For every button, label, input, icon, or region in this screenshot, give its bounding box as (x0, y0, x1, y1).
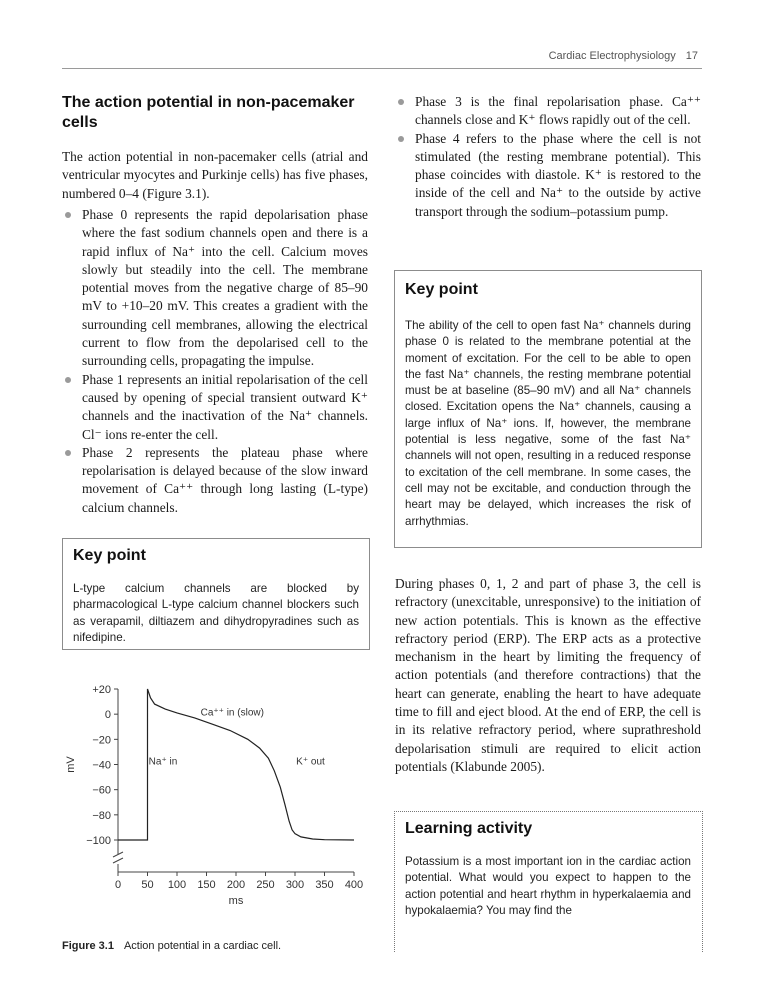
key-point-text: The ability of the cell to open fast Na⁺ channels during phase 0 is related to the membrane potential at the moment of excitation. For the cell to be able to open the fast Na⁺ channels, the resting membrane potential must be at baseline (85–90 mV) and all Na⁺ channels closed. Excitation opens the Na⁺ channels, causing a large influx of Na⁺ ions. If, however, the membrane potential is less negative, some of the fast Na⁺ channels will not open, resulting in a reduced response to excitation of the cell membrane. In some cases, the cell may not be excitable, and conduction through the heart may be delayed, which increases the risk of arrhythmias. (405, 319, 691, 528)
running-header (549, 50, 698, 62)
bullet-dot (65, 377, 71, 383)
bullet-phase-3 (395, 93, 701, 130)
y-tick-label: −60 (92, 784, 111, 797)
key-point-box-sodium (394, 270, 702, 548)
action-potential-chart (58, 672, 378, 912)
x-tick-label: 50 (141, 879, 154, 891)
learning-activity-box (394, 811, 703, 952)
figure-caption-text: Action potential in a cardiac cell. (123, 940, 282, 952)
x-tick-label: 200 (226, 879, 246, 891)
y-tick-label: −100 (86, 835, 111, 847)
page-number: 17 (685, 50, 698, 62)
bullet-phase-4 (395, 130, 701, 221)
chart-annotation: Na⁺ in (148, 756, 178, 768)
figure-label: Figure 3.1 (62, 940, 114, 952)
bullet-text: Phase 0 represents the rapid depolarisation phase where the fast sodium channels open and there is a rapid influx of Na⁺ into the cell. Calcium moves slowly but steadily into the cell. The membrane potential moves from the negative charge of 85–90 mV to +10–20 mV. This creates a gradient with the surrounding cell membranes, allowing the electrical current to flow from the depolarised cell to the surrounding cells, propagating the impulse. (82, 207, 368, 369)
bullet-dot (398, 99, 404, 105)
x-axis-label: ms (228, 895, 244, 907)
y-tick-label: −40 (92, 759, 111, 772)
chart-svg (58, 672, 378, 912)
key-point-title: Key point (73, 547, 146, 564)
x-tick-label: 250 (256, 879, 275, 891)
learning-activity-title: Learning activity (405, 820, 533, 837)
y-axis-label: mV (65, 756, 77, 773)
key-point-title: Key point (405, 281, 478, 298)
y-tick-label: +20 (92, 684, 111, 696)
bullet-phase-1 (62, 371, 368, 444)
header-rule (62, 68, 702, 69)
bullet-phase-0 (62, 206, 368, 371)
bullet-text: Phase 3 is the final repolarisation phase. Ca⁺⁺ channels close and K⁺ flows rapidly out of the cell. (415, 94, 701, 128)
bullet-dot (398, 136, 404, 142)
refractory-paragraph: During phases 0, 1, 2 and part of phase 3, the cell is refractory (unexcitable, unresponsive) to the initiation of new action potentials. This is known as the effective refractory period (ERP). The ERP acts as a protective mechanism in the heart by limiting the frequency of action potentials (and therefore contractions) that the heart can generate, enabling the heart to have adequate time to fill and eject blood. At the end of ERP, the cell is in its relative refractory period, where suprathreshold depolarisation stimuli are required to elicit action potentials (Klabunde 2005). (395, 576, 701, 774)
bullet-text: Phase 1 represents an initial repolarisation of the cell caused by opening of special transient outward K⁺ channels and the inactivation of the Na⁺ channels. Cl⁻ ions re-enter the cell. (82, 371, 368, 442)
x-tick-label: 100 (167, 879, 187, 891)
bullet-text: Phase 2 represents the plateau phase where repolarisation is delayed because of the slow inward movement of Ca⁺⁺ through long lasting (L-type) calcium channels. (82, 444, 368, 515)
y-tick-label: 0 (104, 709, 111, 722)
y-tick-label: −20 (92, 734, 111, 747)
y-tick-label: −80 (92, 809, 111, 822)
phase-list-right (395, 93, 701, 221)
x-tick-label: 150 (197, 879, 216, 891)
x-tick-label: 0 (114, 879, 122, 891)
learning-activity-text: Potassium is a most important ion in the cardiac action potential. What would you expect to happen to the action potential and heart rhythm in hyperkalaemia and hypokalaemia? You may find the (405, 855, 691, 917)
bullet-text: Phase 4 refers to the phase where the cell is not stimulated (the resting membrane potential). This phase coincides with diastole. K⁺ is restored to the inside of the cell and Na⁺ to the outside by active transport through the sodium–potassium pump. (415, 130, 701, 219)
bullet-dot (65, 450, 71, 456)
x-tick-label: 400 (344, 879, 364, 891)
running-title: Cardiac Electrophysiology (548, 50, 676, 62)
chart-annotation: K⁺ out (296, 756, 325, 768)
bullet-dot (65, 212, 71, 218)
phase-list-left (62, 206, 368, 517)
figure-caption (62, 940, 368, 952)
key-point-text: L-type calcium channels are blocked by pharmacological L-type calcium channel blockers such as verapamil, diltiazem and dihydropyradines such as nifedipine. (73, 582, 359, 644)
chart-annotation: Ca⁺⁺ in (slow) (200, 707, 264, 719)
bullet-phase-2 (62, 444, 368, 517)
section-title: The action potential in non-pacemaker cells (62, 94, 355, 131)
x-tick-label: 350 (315, 879, 334, 891)
key-point-box-calcium (62, 538, 370, 650)
x-tick-label: 300 (285, 879, 305, 891)
intro-paragraph: The action potential in non-pacemaker cells (atrial and ventricular myocytes and Purkinje cells) has five phases, numbered 0–4 (Figure 3.1). (62, 149, 368, 201)
